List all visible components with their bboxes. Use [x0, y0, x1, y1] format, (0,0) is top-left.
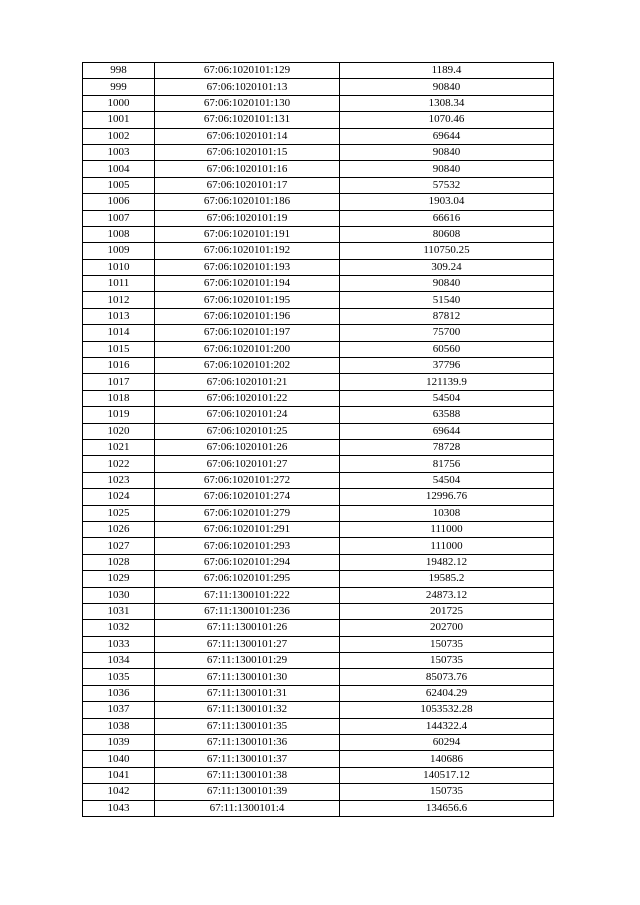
row-number-cell: 1028	[83, 554, 155, 570]
value-cell: 69644	[340, 423, 554, 439]
value-cell: 81756	[340, 456, 554, 472]
value-cell: 80608	[340, 226, 554, 242]
value-cell: 90840	[340, 79, 554, 95]
table-row	[83, 636, 554, 652]
table-row	[83, 423, 554, 439]
cadastral-number-cell: 67:06:1020101:186	[155, 194, 340, 210]
value-cell: 66616	[340, 210, 554, 226]
value-cell: 140517.12	[340, 767, 554, 783]
cadastral-number-cell: 67:06:1020101:130	[155, 95, 340, 111]
row-number-cell: 1024	[83, 489, 155, 505]
row-number-cell: 1003	[83, 144, 155, 160]
row-number-cell: 1014	[83, 325, 155, 341]
row-number-cell: 1033	[83, 636, 155, 652]
cadastral-number-cell: 67:06:1020101:197	[155, 325, 340, 341]
row-number-cell: 1011	[83, 276, 155, 292]
cadastral-number-cell: 67:06:1020101:192	[155, 243, 340, 259]
value-cell: 90840	[340, 144, 554, 160]
cadastral-number-cell: 67:11:1300101:31	[155, 685, 340, 701]
table-row	[83, 144, 554, 160]
value-cell: 24873.12	[340, 587, 554, 603]
row-number-cell: 1018	[83, 390, 155, 406]
table-row	[83, 603, 554, 619]
cadastral-number-cell: 67:06:1020101:295	[155, 571, 340, 587]
table-row	[83, 210, 554, 226]
value-cell: 87812	[340, 308, 554, 324]
table-row	[83, 276, 554, 292]
row-number-cell: 1000	[83, 95, 155, 111]
value-cell: 201725	[340, 603, 554, 619]
cadastral-number-cell: 67:11:1300101:26	[155, 620, 340, 636]
table-row	[83, 456, 554, 472]
row-number-cell: 1029	[83, 571, 155, 587]
table-row	[83, 161, 554, 177]
cadastral-number-cell: 67:06:1020101:191	[155, 226, 340, 242]
row-number-cell: 999	[83, 79, 155, 95]
row-number-cell: 1001	[83, 112, 155, 128]
value-cell: 60294	[340, 735, 554, 751]
value-cell: 90840	[340, 161, 554, 177]
value-cell: 144322.4	[340, 718, 554, 734]
cadastral-number-cell: 67:06:1020101:202	[155, 358, 340, 374]
table-row	[83, 292, 554, 308]
row-number-cell: 1008	[83, 226, 155, 242]
table-row	[83, 358, 554, 374]
row-number-cell: 1023	[83, 472, 155, 488]
row-number-cell: 1026	[83, 521, 155, 537]
value-cell: 1053532.28	[340, 702, 554, 718]
cadastral-number-cell: 67:06:1020101:16	[155, 161, 340, 177]
table-row	[83, 685, 554, 701]
cadastral-number-cell: 67:11:1300101:236	[155, 603, 340, 619]
table-row	[83, 259, 554, 275]
cadastral-value-table	[82, 62, 554, 817]
table-row	[83, 653, 554, 669]
cadastral-number-cell: 67:06:1020101:15	[155, 144, 340, 160]
value-cell: 54504	[340, 472, 554, 488]
table-row	[83, 702, 554, 718]
row-number-cell: 1027	[83, 538, 155, 554]
table-row	[83, 751, 554, 767]
table-row	[83, 439, 554, 455]
value-cell: 202700	[340, 620, 554, 636]
value-cell: 150735	[340, 653, 554, 669]
value-cell: 110750.25	[340, 243, 554, 259]
table-row	[83, 587, 554, 603]
value-cell: 63588	[340, 407, 554, 423]
row-number-cell: 1036	[83, 685, 155, 701]
table-row	[83, 620, 554, 636]
cadastral-number-cell: 67:11:1300101:37	[155, 751, 340, 767]
cadastral-number-cell: 67:06:1020101:13	[155, 79, 340, 95]
table-row	[83, 194, 554, 210]
cadastral-number-cell: 67:11:1300101:39	[155, 784, 340, 800]
value-cell: 85073.76	[340, 669, 554, 685]
row-number-cell: 1007	[83, 210, 155, 226]
value-cell: 1903.04	[340, 194, 554, 210]
row-number-cell: 1019	[83, 407, 155, 423]
cadastral-number-cell: 67:06:1020101:129	[155, 63, 340, 79]
value-cell: 1308.34	[340, 95, 554, 111]
table-row	[83, 308, 554, 324]
table-row	[83, 784, 554, 800]
cadastral-number-cell: 67:06:1020101:14	[155, 128, 340, 144]
cadastral-number-cell: 67:06:1020101:27	[155, 456, 340, 472]
value-cell: 111000	[340, 521, 554, 537]
value-cell: 134656.6	[340, 800, 554, 816]
table-row	[83, 521, 554, 537]
cadastral-number-cell: 67:06:1020101:193	[155, 259, 340, 275]
row-number-cell: 1032	[83, 620, 155, 636]
table-row	[83, 374, 554, 390]
cadastral-number-cell: 67:06:1020101:279	[155, 505, 340, 521]
cadastral-number-cell: 67:11:1300101:30	[155, 669, 340, 685]
cadastral-number-cell: 67:06:1020101:293	[155, 538, 340, 554]
cadastral-number-cell: 67:06:1020101:131	[155, 112, 340, 128]
row-number-cell: 1010	[83, 259, 155, 275]
value-cell: 309.24	[340, 259, 554, 275]
value-cell: 150735	[340, 636, 554, 652]
row-number-cell: 1013	[83, 308, 155, 324]
table-row	[83, 177, 554, 193]
cadastral-number-cell: 67:06:1020101:194	[155, 276, 340, 292]
table-row	[83, 112, 554, 128]
row-number-cell: 1042	[83, 784, 155, 800]
table-row	[83, 472, 554, 488]
value-cell: 62404.29	[340, 685, 554, 701]
table-row	[83, 800, 554, 816]
row-number-cell: 1038	[83, 718, 155, 734]
row-number-cell: 1031	[83, 603, 155, 619]
table-row	[83, 718, 554, 734]
value-cell: 69644	[340, 128, 554, 144]
value-cell: 111000	[340, 538, 554, 554]
cadastral-number-cell: 67:06:1020101:272	[155, 472, 340, 488]
table-row	[83, 128, 554, 144]
table-row	[83, 505, 554, 521]
cadastral-number-cell: 67:06:1020101:22	[155, 390, 340, 406]
table-row	[83, 571, 554, 587]
row-number-cell: 1022	[83, 456, 155, 472]
row-number-cell: 1041	[83, 767, 155, 783]
row-number-cell: 1012	[83, 292, 155, 308]
cadastral-number-cell: 67:06:1020101:21	[155, 374, 340, 390]
cadastral-number-cell: 67:06:1020101:17	[155, 177, 340, 193]
cadastral-number-cell: 67:06:1020101:19	[155, 210, 340, 226]
row-number-cell: 1035	[83, 669, 155, 685]
table-row	[83, 341, 554, 357]
value-cell: 75700	[340, 325, 554, 341]
row-number-cell: 1040	[83, 751, 155, 767]
row-number-cell: 1004	[83, 161, 155, 177]
row-number-cell: 1039	[83, 735, 155, 751]
table-row	[83, 554, 554, 570]
cadastral-number-cell: 67:11:1300101:38	[155, 767, 340, 783]
value-cell: 54504	[340, 390, 554, 406]
value-cell: 1189.4	[340, 63, 554, 79]
cadastral-number-cell: 67:11:1300101:27	[155, 636, 340, 652]
table-row	[83, 390, 554, 406]
table-row	[83, 407, 554, 423]
table-row	[83, 767, 554, 783]
value-cell: 60560	[340, 341, 554, 357]
cadastral-number-cell: 67:06:1020101:26	[155, 439, 340, 455]
row-number-cell: 1016	[83, 358, 155, 374]
value-cell: 57532	[340, 177, 554, 193]
cadastral-number-cell: 67:11:1300101:36	[155, 735, 340, 751]
cadastral-number-cell: 67:06:1020101:200	[155, 341, 340, 357]
table-row	[83, 243, 554, 259]
value-cell: 1070.46	[340, 112, 554, 128]
value-cell: 12996.76	[340, 489, 554, 505]
cadastral-number-cell: 67:11:1300101:35	[155, 718, 340, 734]
row-number-cell: 1034	[83, 653, 155, 669]
table-row	[83, 489, 554, 505]
value-cell: 10308	[340, 505, 554, 521]
row-number-cell: 1009	[83, 243, 155, 259]
row-number-cell: 1021	[83, 439, 155, 455]
cadastral-number-cell: 67:06:1020101:196	[155, 308, 340, 324]
row-number-cell: 1037	[83, 702, 155, 718]
table-row	[83, 669, 554, 685]
row-number-cell: 1005	[83, 177, 155, 193]
cadastral-number-cell: 67:06:1020101:294	[155, 554, 340, 570]
value-cell: 140686	[340, 751, 554, 767]
value-cell: 90840	[340, 276, 554, 292]
value-cell: 121139.9	[340, 374, 554, 390]
row-number-cell: 1006	[83, 194, 155, 210]
table-row	[83, 325, 554, 341]
table-row	[83, 79, 554, 95]
cadastral-number-cell: 67:11:1300101:32	[155, 702, 340, 718]
row-number-cell: 1030	[83, 587, 155, 603]
row-number-cell: 998	[83, 63, 155, 79]
value-cell: 37796	[340, 358, 554, 374]
cadastral-number-cell: 67:06:1020101:24	[155, 407, 340, 423]
table-body	[83, 63, 554, 817]
row-number-cell: 1002	[83, 128, 155, 144]
value-cell: 78728	[340, 439, 554, 455]
value-cell: 150735	[340, 784, 554, 800]
row-number-cell: 1025	[83, 505, 155, 521]
cadastral-number-cell: 67:11:1300101:222	[155, 587, 340, 603]
cadastral-number-cell: 67:11:1300101:4	[155, 800, 340, 816]
cadastral-number-cell: 67:06:1020101:291	[155, 521, 340, 537]
row-number-cell: 1043	[83, 800, 155, 816]
cadastral-number-cell: 67:06:1020101:274	[155, 489, 340, 505]
row-number-cell: 1017	[83, 374, 155, 390]
cadastral-number-cell: 67:06:1020101:195	[155, 292, 340, 308]
row-number-cell: 1015	[83, 341, 155, 357]
value-cell: 51540	[340, 292, 554, 308]
table-row	[83, 735, 554, 751]
table-row	[83, 538, 554, 554]
row-number-cell: 1020	[83, 423, 155, 439]
table-row	[83, 63, 554, 79]
cadastral-number-cell: 67:06:1020101:25	[155, 423, 340, 439]
cadastral-number-cell: 67:11:1300101:29	[155, 653, 340, 669]
value-cell: 19585.2	[340, 571, 554, 587]
table-row	[83, 226, 554, 242]
value-cell: 19482.12	[340, 554, 554, 570]
table-row	[83, 95, 554, 111]
